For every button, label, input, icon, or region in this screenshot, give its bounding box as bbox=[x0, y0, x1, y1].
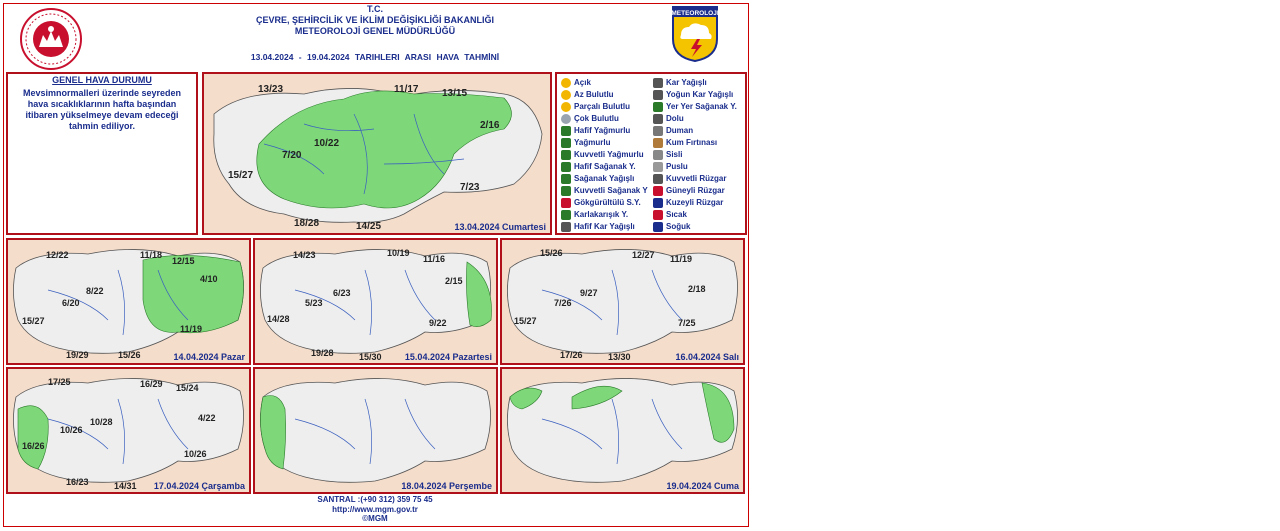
header-title bbox=[200, 4, 550, 37]
footer-copyright: ©MGM bbox=[362, 514, 388, 523]
legend-label: Hafif Kar Yağışlı bbox=[574, 222, 635, 231]
sandstorm-icon bbox=[653, 138, 663, 148]
temp-label: 16/26 bbox=[22, 441, 45, 451]
temp-label: 15/26 bbox=[540, 248, 563, 258]
legend-label: Kum Fırtınası bbox=[666, 138, 718, 147]
temp-label: 19/28 bbox=[311, 348, 334, 358]
forecast-map-day4 bbox=[500, 238, 745, 365]
legend-label: Gökgürültülü S.Y. bbox=[574, 198, 641, 207]
light-rain-icon bbox=[561, 126, 571, 136]
turkey-map-icon bbox=[8, 240, 249, 363]
legend-label: Sisli bbox=[666, 150, 683, 159]
temp-label: 15/24 bbox=[176, 383, 199, 393]
forecast-map-day7 bbox=[500, 367, 745, 494]
forecast-map-day5 bbox=[6, 367, 251, 494]
legend-item bbox=[653, 89, 733, 100]
temp-label: 7/26 bbox=[554, 298, 572, 308]
temp-label: 16/29 bbox=[140, 379, 163, 389]
map-date-label: 15.04.2024 Pazartesi bbox=[404, 352, 492, 362]
rain-icon bbox=[561, 138, 571, 148]
temp-label: 9/22 bbox=[429, 318, 447, 328]
legend-label: Soğuk bbox=[666, 222, 691, 231]
temp-label: 11/18 bbox=[140, 250, 163, 260]
turkey-map-icon bbox=[204, 74, 550, 233]
legend-item bbox=[653, 113, 684, 124]
sun-icon bbox=[561, 78, 571, 88]
temp-label: 15/27 bbox=[228, 170, 254, 181]
legend-label: Kuvvetli Yağmurlu bbox=[574, 150, 644, 159]
legend-label: Sıcak bbox=[666, 210, 687, 219]
legend-item bbox=[653, 101, 737, 112]
sleet-icon bbox=[561, 210, 571, 220]
legend-item bbox=[653, 77, 707, 88]
forecast-map-day6 bbox=[253, 367, 498, 494]
cold-icon bbox=[653, 222, 663, 232]
legend-item bbox=[653, 173, 726, 184]
map-date-label: 16.04.2024 Salı bbox=[675, 352, 739, 362]
legend-item bbox=[653, 221, 690, 232]
smoke-icon bbox=[653, 126, 663, 136]
temp-label: 2/15 bbox=[445, 276, 463, 286]
map-date-label: 17.04.2024 Çarşamba bbox=[153, 481, 245, 491]
legend-item bbox=[653, 149, 682, 160]
strong-wind-icon bbox=[653, 174, 663, 184]
temp-label: 7/23 bbox=[460, 182, 480, 193]
temp-label: 2/16 bbox=[480, 120, 500, 131]
temp-label: 7/25 bbox=[678, 318, 696, 328]
legend-item bbox=[561, 197, 641, 208]
general-weather-text: Mevsimnormalleri üzerinde seyreden hava sıcaklıklarının hafta başından itibaren yükselmeye devam edeceği tahmin ediliyor. bbox=[22, 88, 182, 131]
legend-item bbox=[561, 77, 591, 88]
legend-item bbox=[653, 185, 725, 196]
south-wind-icon bbox=[653, 186, 663, 196]
footer-url[interactable]: http://www.mgm.gov.tr bbox=[332, 504, 418, 514]
haze-icon bbox=[653, 162, 663, 172]
temp-label: 11/16 bbox=[423, 254, 446, 264]
footer-phone: SANTRAL :(+90 312) 359 75 45 bbox=[317, 495, 433, 504]
legend-label: Hafif Sağanak Y. bbox=[574, 162, 636, 171]
temp-label: 4/22 bbox=[198, 413, 216, 423]
legend-label: Parçalı Bulutlu bbox=[574, 102, 631, 111]
legend-item bbox=[561, 149, 644, 160]
legend-label: Açık bbox=[574, 78, 591, 87]
temp-label: 14/25 bbox=[356, 221, 382, 232]
temp-label: 10/26 bbox=[184, 449, 207, 459]
map-date-label: 13.04.2024 Cumartesi bbox=[454, 222, 546, 232]
weather-legend bbox=[555, 72, 747, 235]
header-line1: T.C. bbox=[366, 4, 383, 14]
cloudy-icon bbox=[561, 114, 571, 124]
temp-label: 10/28 bbox=[90, 417, 113, 427]
scattered-shower-icon bbox=[653, 102, 663, 112]
legend-label: Duman bbox=[666, 126, 694, 135]
legend-item bbox=[653, 137, 717, 148]
legend-label: Kar Yağışlı bbox=[666, 78, 707, 87]
heavy-rain-icon bbox=[561, 150, 571, 160]
legend-label: Yağmurlu bbox=[574, 138, 611, 147]
forecast-map-day2 bbox=[6, 238, 251, 365]
legend-label: Yoğun Kar Yağışlı bbox=[666, 90, 734, 99]
north-wind-icon bbox=[653, 198, 663, 208]
temp-label: 11/19 bbox=[670, 254, 693, 264]
forecast-map-day3 bbox=[253, 238, 498, 365]
heavy-snow-icon bbox=[653, 90, 663, 100]
legend-label: Hafif Yağmurlu bbox=[574, 126, 631, 135]
legend-label: Kuvvetli Rüzgar bbox=[666, 174, 727, 183]
general-weather-box bbox=[6, 72, 198, 235]
meteorology-logo-text: METEOROLOJI bbox=[671, 10, 719, 17]
temp-label: 10/22 bbox=[314, 138, 340, 149]
legend-item bbox=[653, 197, 723, 208]
temp-label: 17/26 bbox=[560, 350, 583, 360]
legend-item bbox=[561, 209, 628, 220]
temp-label: 4/10 bbox=[200, 274, 218, 284]
legend-label: Kuvvetli Sağanak Y bbox=[574, 186, 648, 195]
legend-label: Puslu bbox=[666, 162, 688, 171]
legend-label: Sağanak Yağışlı bbox=[574, 174, 635, 183]
meteorology-logo bbox=[671, 5, 719, 63]
temp-label: 6/23 bbox=[333, 288, 351, 298]
legend-item bbox=[561, 221, 635, 232]
hail-icon bbox=[653, 114, 663, 124]
legend-label: Dolu bbox=[666, 114, 684, 123]
temp-label: 16/23 bbox=[66, 477, 89, 487]
legend-item bbox=[653, 125, 693, 136]
turkey-map-icon bbox=[255, 240, 496, 363]
temp-label: 12/15 bbox=[172, 256, 195, 266]
temp-label: 7/20 bbox=[282, 150, 302, 161]
legend-item bbox=[561, 173, 634, 184]
temp-label: 15/27 bbox=[22, 316, 45, 326]
turkey-map-icon bbox=[502, 369, 743, 492]
temp-label: 15/27 bbox=[514, 316, 537, 326]
temp-label: 12/27 bbox=[632, 250, 655, 260]
hot-icon bbox=[653, 210, 663, 220]
temp-label: 2/18 bbox=[688, 284, 706, 294]
thunderstorm-icon bbox=[561, 198, 571, 208]
temp-label: 13/15 bbox=[442, 88, 468, 99]
heavy-shower-icon bbox=[561, 186, 571, 196]
partly-cloudy-icon bbox=[561, 102, 571, 112]
temp-label: 6/20 bbox=[62, 298, 80, 308]
legend-label: Çok Bulutlu bbox=[574, 114, 619, 123]
light-snow-icon bbox=[561, 222, 571, 232]
header-ministry: ÇEVRE, ŞEHİRCİLİK VE İKLİM DEĞİŞİKLİĞİ BAKANLIĞI bbox=[255, 15, 495, 25]
legend-label: Karlakarışık Y. bbox=[574, 210, 629, 219]
temp-label: 14/28 bbox=[267, 314, 290, 324]
legend-label: Yer Yer Sağanak Y. bbox=[666, 102, 737, 111]
legend-item bbox=[561, 125, 630, 136]
temp-label: 14/31 bbox=[114, 481, 137, 491]
header-directorate: METEOROLOJİ GENEL MÜDÜRLÜĞÜ bbox=[294, 26, 456, 36]
general-weather-title: GENEL HAVA DURUMU bbox=[52, 75, 152, 85]
fog-icon bbox=[653, 150, 663, 160]
turkey-map-icon bbox=[255, 369, 496, 492]
legend-item bbox=[653, 209, 687, 220]
light-shower-icon bbox=[561, 162, 571, 172]
temp-label: 18/28 bbox=[294, 218, 320, 229]
temp-label: 17/25 bbox=[48, 377, 71, 387]
temp-label: 10/26 bbox=[60, 425, 83, 435]
legend-label: Az Bulutlu bbox=[574, 90, 614, 99]
temp-label: 8/22 bbox=[86, 286, 104, 296]
legend-item bbox=[561, 137, 610, 148]
turkey-map-icon bbox=[502, 240, 743, 363]
footer bbox=[200, 495, 550, 524]
legend-item bbox=[653, 161, 688, 172]
map-date-label: 19.04.2024 Cuma bbox=[666, 481, 739, 491]
temp-label: 9/27 bbox=[580, 288, 598, 298]
map-date-label: 14.04.2024 Pazar bbox=[173, 352, 245, 362]
temp-label: 14/23 bbox=[293, 250, 316, 260]
legend-item bbox=[561, 89, 614, 100]
temp-label: 5/23 bbox=[305, 298, 323, 308]
forecast-date-range: 13.04.2024 - 19.04.2024 TARIHLERI ARASI HAVA TAHMİNİ bbox=[250, 52, 500, 62]
snow-icon bbox=[653, 78, 663, 88]
legend-label: Kuzeyli Rüzgar bbox=[666, 198, 724, 207]
legend-item bbox=[561, 113, 619, 124]
legend-label: Güneyli Rüzgar bbox=[666, 186, 725, 195]
legend-item bbox=[561, 185, 648, 196]
temp-label: 13/30 bbox=[608, 352, 631, 362]
temp-label: 11/17 bbox=[394, 84, 419, 95]
temp-label: 15/30 bbox=[359, 352, 382, 362]
temp-label: 13/23 bbox=[258, 84, 284, 95]
forecast-map-day1 bbox=[202, 72, 552, 235]
few-clouds-icon bbox=[561, 90, 571, 100]
temp-label: 12/22 bbox=[46, 250, 69, 260]
turkey-map-icon bbox=[8, 369, 249, 492]
temp-label: 19/29 bbox=[66, 350, 89, 360]
temp-label: 15/26 bbox=[118, 350, 141, 360]
legend-item bbox=[561, 161, 636, 172]
legend-item bbox=[561, 101, 630, 112]
temp-label: 11/19 bbox=[180, 324, 203, 334]
map-date-label: 18.04.2024 Perşembe bbox=[401, 481, 492, 491]
temp-label: 10/19 bbox=[387, 248, 410, 258]
ministry-logo bbox=[19, 7, 83, 71]
shower-icon bbox=[561, 174, 571, 184]
